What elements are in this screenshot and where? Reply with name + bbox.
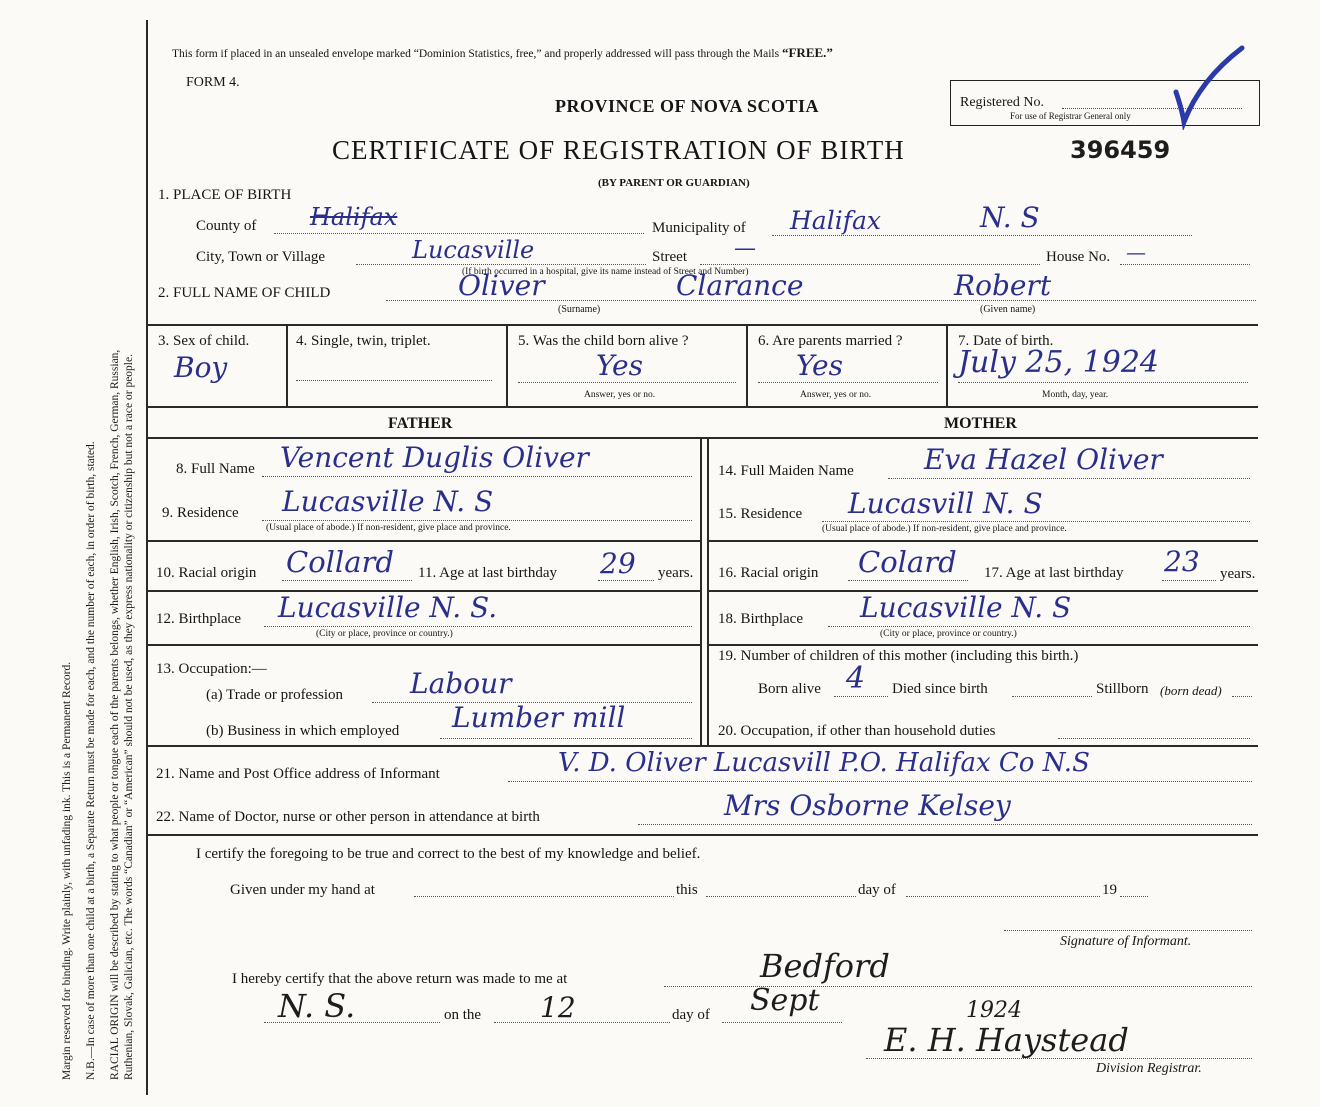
row3-top-border [146,324,1258,326]
registrar-statement: I hereby certify that the above return was made to me at [232,971,568,987]
mother-birthplace-value: Lucasville N. S [860,591,1072,624]
hospital-note: (If birth occurred in a hospital, give its name instead of Street and Number) [462,267,749,277]
doctor-label: 22. Name of Doctor, nurse or other person in attendance at birth [156,809,540,825]
mother-race-label: 16. Racial origin [718,565,819,581]
father-name-dots [262,476,692,477]
this-label: this [676,882,698,898]
father-birthplace-note: (City or place, province or country.) [316,629,453,639]
row3-bottom-border [146,406,1258,408]
informant-dots [508,781,1252,782]
house-dots [1120,264,1250,265]
father-race-value: Collard [286,545,394,579]
father-age-value: 29 [600,547,636,580]
certification-statement: I certify the foregoing to be true and correct to the best of my knowledge and belief. [196,846,701,862]
on-the-label: on the [444,1007,482,1023]
registered-label: Registered No. [960,95,1044,110]
died-since-birth-label: Died since birth [892,681,988,697]
mother-occupation-label: 20. Occupation, if other than household duties [718,723,996,739]
child-given-name: Clarance [676,269,804,302]
father-residence-note: (Usual place of abode.) If non-resident, give place and province. [266,523,511,533]
registration-number: 396459 [1070,136,1171,164]
father-age-dots [598,580,654,581]
checkmark-icon [1170,40,1250,130]
multiple-birth-label: 4. Single, twin, triplet. [296,333,431,349]
municipality-label: Municipality of [652,220,746,236]
parents-married-question: 6. Are parents married ? [758,333,903,349]
born-alive-answer: Yes [596,349,643,382]
margin-note-1: Margin reserved for binding. Write plainly, with unfading ink. This is a Permanent Record. [61,661,73,1080]
alive-note: Answer, yes or no. [584,390,656,400]
given-name-note: (Given name) [980,304,1036,315]
street-dots [700,264,1040,265]
mother-residence-label: 15. Residence [718,506,803,522]
row3-divider-4 [946,324,948,408]
this-dots [706,896,856,897]
father-residence-label: 9. Residence [162,505,239,521]
mother-name-value: Eva Hazel Oliver [924,443,1163,476]
registrar-place-2: N. S. [278,987,356,1025]
registrar-place: Bedford [760,947,890,985]
mother-name-label: 14. Full Maiden Name [718,463,854,479]
father-race-label: 10. Racial origin [156,565,257,581]
business-value: Lumber mill [452,701,626,734]
trade-value: Labour [410,667,512,700]
parents-bottom-border [146,745,1258,747]
born-alive-label: Born alive [758,681,821,697]
mother-res-dots [822,521,1250,522]
certificate-subtitle: (BY PARENT OR GUARDIAN) [598,177,750,189]
mother-name-dots [888,478,1250,479]
stillborn-dots [1232,696,1252,697]
row3-divider-1 [286,324,288,408]
father-name-label: 8. Full Name [176,461,255,477]
father-heading: FATHER [388,415,453,432]
born-alive-value: 4 [846,661,866,696]
street-label: Street [652,249,687,265]
mother-divider-1 [707,540,1258,542]
city-value: Lucasville [412,236,535,264]
mother-birthplace-note: (City or place, province or country.) [880,629,1017,639]
postal-note-text: This form if placed in an unsealed envelope marked “Dominion Statistics, free,” and properly addressed will pass through the Mails [172,48,782,60]
given-under-hand-label: Given under my hand at [230,882,375,898]
surname-note: (Surname) [558,304,601,315]
postal-note [172,46,833,61]
father-occupation-label: 13. Occupation:— [156,661,267,677]
sex-label: 3. Sex of child. [158,333,250,349]
mother-bp-dots [828,626,1250,627]
registrar-day-of-label: day of [672,1007,710,1023]
given-at-dots [414,896,674,897]
mother-residence-value: Lucasvill N. S [848,487,1043,520]
mother-birthplace-label: 18. Birthplace [718,611,803,627]
on-the-dots [494,1022,670,1023]
row3-divider-3 [746,324,748,408]
father-birthplace-value: Lucasville N. S. [278,591,498,624]
day-of-label: day of [858,882,896,898]
registrar-sig-dots [866,1058,1252,1059]
registrar-month-dots [722,1022,842,1023]
form-number: FORM 4. [186,75,240,90]
binding-margin-line [146,20,148,1095]
father-age-label: 11. Age at last birthday [418,565,557,581]
municipality-dots [772,235,1192,236]
registrar-use-note: For use of Registrar General only [1010,111,1131,121]
dob-note: Month, day, year. [1042,390,1109,400]
born-dead-note: (born dead) [1160,683,1222,698]
doctor-value: Mrs Osborne Kelsey [724,789,1011,822]
year-dots [1120,896,1148,897]
informant-sig-dots [1004,930,1252,931]
informant-value: V. D. Oliver Lucasvill P.O. Halifax Co N.S [558,748,1090,778]
registrar-day: 12 [540,991,576,1024]
mother-children-label: 19. Number of children of this mother (including this birth.) [718,648,1079,664]
street-value: — [734,236,756,261]
registrar-month: Sept [750,983,820,1018]
mother-race-value: Colard [858,545,957,579]
mother-heading: MOTHER [944,415,1017,432]
informant-label: 21. Name and Post Office address of Informant [156,766,440,782]
municipality-value: Halifax [790,206,881,235]
house-value: — [1126,240,1146,264]
father-birthplace-label: 12. Birthplace [156,611,241,627]
mother-age-value: 23 [1164,545,1200,578]
county-label: County of [196,218,257,234]
informant-signature-caption: Signature of Informant. [1060,934,1192,949]
division-registrar-caption: Division Registrar. [1096,1061,1202,1076]
father-years: years. [658,565,694,581]
mother-age-dots [1162,580,1216,581]
row3-divider-2 [506,324,508,408]
married-note: Answer, yes or no. [800,390,872,400]
mother-years: years. [1220,566,1256,582]
multiple-dots [296,380,492,381]
father-divider-1 [146,540,700,542]
province-heading: PROVINCE OF NOVA SCOTIA [555,96,820,116]
postal-note-free: “FREE.” [781,45,833,60]
father-bp-dots [264,626,692,627]
municipality-extra: N. S [980,201,1040,234]
child-given-name-2: Robert [954,269,1052,302]
father-res-dots [262,520,692,521]
father-name-value: Vencent Duglis Oliver [280,441,589,474]
margin-note-4: Ruthenian, Slovak, Galician, etc. The words “Canadian” or “American” should not be used, as they express nationality or citizenship but not a race or people. [123,354,135,1080]
dob-label: 7. Date of birth. [958,333,1054,349]
registrar-year: 1924 [966,998,1022,1023]
county-dots [274,233,644,234]
day-of-dots [906,896,1100,897]
parents-center-divider [700,437,702,745]
born-alive-dots [834,696,888,697]
city-dots [356,264,646,265]
alive-dots [518,382,736,383]
attendant-bottom-border [146,834,1258,836]
mother-age-label: 17. Age at last birthday [984,565,1124,581]
father-race-dots [282,580,412,581]
child-name-label: 2. FULL NAME OF CHILD [158,285,331,301]
year-prefix: 19 [1102,882,1117,898]
city-label: City, Town or Village [196,249,326,265]
business-dots [440,738,692,739]
born-alive-question: 5. Was the child born alive ? [518,333,689,349]
dob-dots [958,382,1248,383]
mother-race-dots [848,580,968,581]
stillborn-label: Stillborn [1096,681,1149,697]
child-surname: Oliver [458,269,545,302]
sex-value: Boy [174,351,228,384]
mother-occ-dots [1058,738,1250,739]
mother-divider-3 [707,644,1258,646]
margin-note-3: RACIAL ORIGIN will be described by stating to what people or tongue each of the parents belongs, whether English, Irish, Scotch, French, German, Russian, [109,349,121,1080]
married-dots [758,382,938,383]
died-dots [1012,696,1092,697]
parents-married-answer: Yes [796,349,843,382]
father-divider-3 [146,644,700,646]
doctor-dots [638,824,1252,825]
father-residence-value: Lucasville N. S [282,485,494,518]
house-no-label: House No. [1046,249,1111,265]
certificate-title: CERTIFICATE OF REGISTRATION OF BIRTH [332,135,905,165]
registrar-signature: E. H. Haystead [884,1021,1129,1059]
margin-note-2: N.B.—In case of more than one child at a birth, a Separate Return must be made for each, and the number of each, in order of birth, stated. [85,441,97,1080]
mother-residence-note: (Usual place of abode.) If non-resident, give place and province. [822,524,1067,534]
county-value: Halifax [310,203,398,231]
trade-label: (a) Trade or profession [206,687,344,703]
place-of-birth-label: 1. PLACE OF BIRTH [158,187,292,203]
business-label: (b) Business in which employed [206,723,400,739]
parents-header-line [146,437,1258,439]
dob-value: July 25, 1924 [958,345,1160,380]
